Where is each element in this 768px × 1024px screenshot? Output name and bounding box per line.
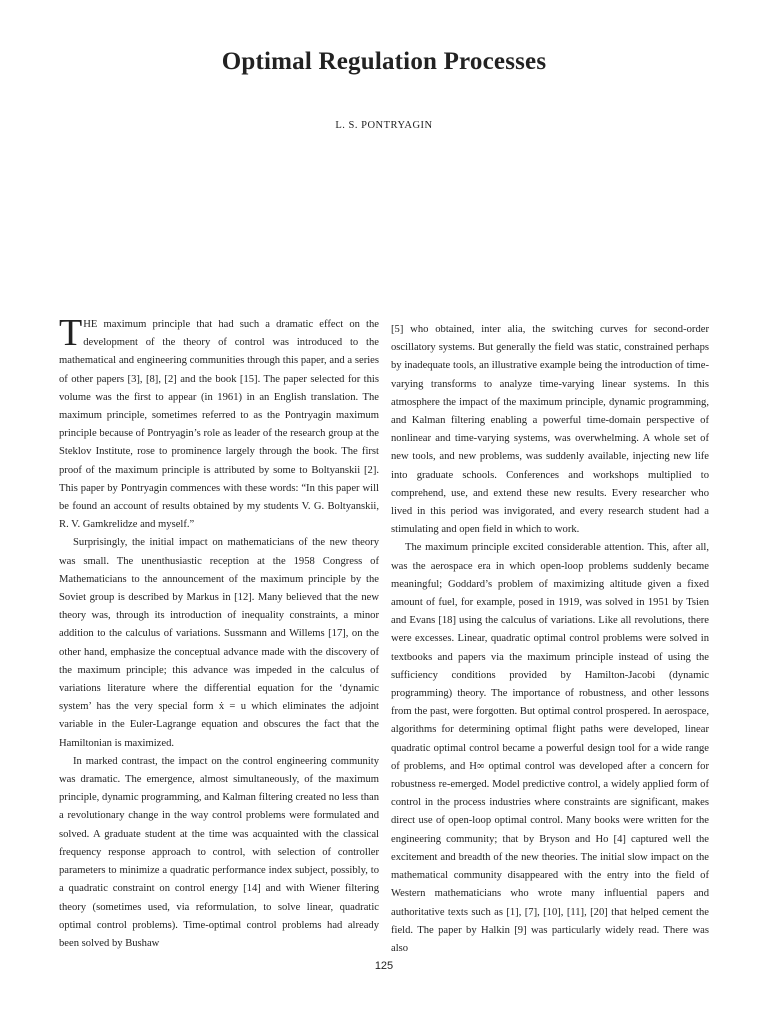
left-paragraph-1-text: HE maximum principle that had such a dramatic effect on the development of the theory of control was introduced to the mathematical and engineering communities through this paper, and a series of other papers [3], [8], [2] and the book [15]. The paper selected for this volume was the first to appear (in 1961) in an English translation. The maximum principle, sometimes referred to as the Pontryagin maximum principle because of Pontryagin’s role as leader of the research group at the Steklov Institute, rose to prominence largely through the book. The first proof of the maximum principle is attributed by some to Boltyanskii [2]. This paper by Pontryagin commences with these words: “In this paper will be found an account of results obtained by my students V. G. Boltyanskii, R. V. Gamkrelidze and myself.” [59, 319, 379, 531]
page-number: 125 [374, 960, 394, 972]
right-paragraph-2: The maximum principle excited considerable attention. This, after all, was the aerospace era in which open-loop problems suddenly became meaningful; Goddard’s problem of maximizing altitude given a fixed amount of fuel, for example, posed in 1919, was solved in 1951 by Tsien and Evans [18] using the calculus of variations. Like all revolutions, there were excesses. Linear, quadratic optimal control problems were solved in textbooks and papers via the maximum principle instead of using the sufficiency conditions provided by Hamilton-Jacobi (dynamic programming) theory. The importance of robustness, and other lessons from the past, were forgotten. But optimal control prospered. In aerospace, algorithms for determining optimal flight paths were developed, linear quadratic optimal control became a powerful design tool for a wide range of problems, and H∞ optimal control was developed after a concern for robustness re-emerged. Model predictive control, a widely applied form of control in the process industries where constraints are significant, makes direct use of open-loop optimal control. Many books were written for the engineering community; that by Bryson and Ho [4] captured well the excitement and breadth of the new theories. The initial slow impact on the mathematical community disappeared with the entry into the field of Western mathematicians who wrote many influential papers and authoritative texts such as [1], [7], [10], [11], [20] that helped cement the field. The paper by Halkin [9] was particularly widely read. There was also [391, 542, 709, 954]
paper-author: L. S. PONTRYAGIN [335, 120, 433, 131]
right-column [391, 321, 709, 958]
right-paragraph-1: [5] who obtained, inter alia, the switching curves for second-order oscillatory systems. But generally the field was static, constrained perhaps by inadequate tools, an illustrative example being the introduction of time-varying transforms to analyze time-varying linear systems. In this atmosphere the impact of the maximum principle, dynamic programming, and Kalman filtering enabling a powerful time-domain perspective of nonlinear and time-varying systems, was overwhelming. A whole set of new tools, and new problems, was suddenly available, injecting new life into graduate schools. Conferences and workshops multiplied to comprehend, use, and extend these new results. Every researcher who lived in this period was invigorated, and every research student had a stimulating and open field in which to work. [391, 324, 709, 536]
left-paragraph-3: In marked contrast, the impact on the control engineering community was dramatic. The emergence, almost simultaneously, of the maximum principle, dynamic programming, and Kalman filtering created no less than a revolutionary change in the way control problems were formulated and solved. A graduate student at the time was acquainted with the classical frequency response approach to control, with selection of controller parameters to minimize a quadratic performance index subject, possibly, to a quadratic constraint on control energy [14] and with Wiener filtering theory (sometimes used, via reformulation, to solve linear, quadratic optimal control problems). Time-optimal control problems had already been solved by Bushaw [59, 755, 379, 949]
paper-title: Optimal Regulation Processes [221, 48, 547, 75]
left-paragraph-1 [59, 312, 379, 534]
left-column [59, 312, 379, 953]
drop-cap: T [59, 312, 83, 354]
left-paragraph-2: Surprisingly, the initial impact on mathematicians of the new theory was small. The unenthusiastic reception at the 1958 Congress of Mathematicians to the announcement of the maximum principle by the Soviet group is described by Markus in [12]. Many believed that the new theory was, through its introduction of inequality constraints, a minor addition to the calculus of variations. Sussmann and Willems [17], on the other hand, emphasize the conceptual advance made with the discovery of the maximum principle; this advance was impeded in the calculus of variations literature where the differential equation for the ‘dynamic system’ has the very special form ẋ = u which eliminates the adjoint variable in the Euler-Lagrange equation and obscures the fact that the Hamiltonian is maximized. [59, 537, 379, 749]
